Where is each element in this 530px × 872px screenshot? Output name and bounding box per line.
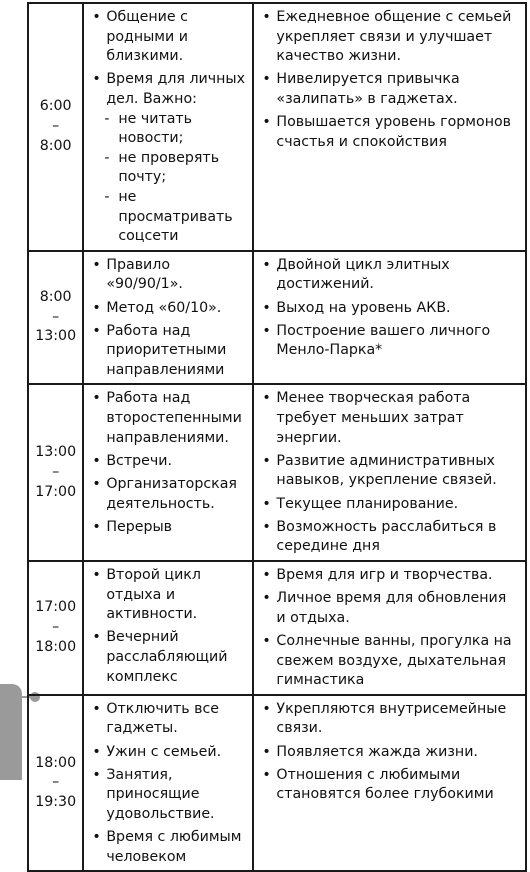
results-cell	[253, 3, 526, 251]
activity-text: Перерыв	[106, 518, 173, 535]
activity-item	[92, 766, 246, 825]
activity-subitem: - не просматривать соцсети	[104, 188, 246, 247]
result-item: • Личное время для обновления и отдыха.	[262, 589, 519, 628]
result-item: • Ежедневное общение с семьей укрепляет связи и улучшает качество жизни.	[262, 8, 519, 67]
time-line: 18:00	[35, 638, 77, 655]
result-item: • Солнечные ванны, прогулка на свежем воздухе, дыхательная гимнастика	[262, 632, 519, 691]
activity-item	[92, 700, 246, 739]
activity-text: Вечерний расслабляющий комплекс	[106, 629, 228, 685]
activity-text: Общение с родными и близкими.	[106, 9, 188, 65]
activity-text: Занятия, приносящие удовольствие.	[106, 766, 215, 822]
time-line: 17:00	[35, 483, 77, 500]
time-line: 13:00	[35, 444, 77, 461]
result-item: • Двойной цикл элитных достижений.	[262, 256, 519, 295]
time-line: 17:00	[35, 599, 77, 616]
time-line: 6:00	[39, 98, 72, 115]
activity-item	[92, 475, 246, 514]
result-item: • Выход на уровень АКВ.	[262, 299, 519, 319]
results-list	[262, 700, 519, 805]
results-list	[262, 389, 519, 557]
results-cell	[253, 384, 526, 561]
page-edge-tab	[0, 684, 22, 780]
activity-subitem: - не читать новости;	[104, 110, 246, 149]
activity-text: Ужин с семьей.	[106, 743, 222, 760]
schedule-row	[28, 3, 526, 251]
activity-sublist	[104, 110, 246, 247]
result-item: • Отношения с любимыми становятся более глубокими	[262, 766, 519, 805]
activities-cell	[83, 695, 253, 872]
time-cell	[28, 251, 83, 385]
time-cell	[28, 384, 83, 561]
activity-item	[92, 628, 246, 687]
activity-subitem: - не проверять почту;	[104, 149, 246, 188]
activity-text: Работа над приоритетными направлениями	[106, 322, 227, 378]
activities-list	[92, 566, 246, 687]
time-line: –	[52, 774, 60, 791]
activities-cell	[83, 561, 253, 695]
schedule-body	[28, 3, 526, 871]
time-line: –	[52, 118, 60, 135]
result-item: • Укрепляются внутрисемейные связи.	[262, 700, 519, 739]
time-line: –	[52, 308, 60, 325]
time-line: 8:00	[39, 137, 72, 154]
activity-item	[92, 389, 246, 448]
activities-list	[92, 389, 246, 537]
result-item: • Нивелируется привычка «залипать» в гаджетах.	[262, 70, 519, 109]
activity-text: Отключить все гаджеты.	[106, 700, 219, 737]
time-cell	[28, 561, 83, 695]
schedule-row	[28, 251, 526, 385]
activity-item	[92, 518, 246, 538]
activity-item	[92, 70, 246, 246]
result-item: • Появляется жажда жизни.	[262, 743, 519, 763]
time-line: 13:00	[35, 328, 77, 345]
time-line: 8:00	[39, 289, 72, 306]
result-item: • Построение вашего личного Менло-Парка*	[262, 322, 519, 361]
activity-item	[92, 299, 246, 319]
time-line: –	[52, 463, 60, 480]
result-item: • Текущее планирование.	[262, 495, 519, 515]
activity-text: Второй цикл отдыха и активности.	[106, 567, 201, 623]
activity-item	[92, 8, 246, 67]
result-item: • Возможность расслабиться в середине дня	[262, 518, 519, 557]
activity-item	[92, 743, 246, 763]
activities-list	[92, 700, 246, 868]
schedule-row	[28, 695, 526, 872]
activity-text: Время для личных дел. Важно:	[106, 71, 246, 107]
time-cell	[28, 695, 83, 872]
activity-item	[92, 828, 246, 867]
result-item: • Время для игр и творчества.	[262, 566, 519, 586]
results-cell	[253, 561, 526, 695]
activity-text: Правило «90/90/1».	[106, 256, 183, 293]
activity-text: Работа над второстепенными направлениями.	[106, 390, 242, 446]
time-cell	[28, 3, 83, 251]
activity-text: Организаторская деятельность.	[106, 476, 237, 512]
results-list	[262, 256, 519, 361]
results-list	[262, 8, 519, 152]
time-line: 19:30	[35, 793, 77, 810]
activity-item	[92, 322, 246, 381]
result-item: • Развитие административных навыков, укрепление связей.	[262, 452, 519, 491]
schedule-row	[28, 561, 526, 695]
time-line: –	[52, 619, 60, 636]
schedule-row	[28, 384, 526, 561]
activity-text: Метод «60/10».	[106, 299, 222, 316]
activity-text: Встречи.	[106, 452, 172, 469]
result-item: • Менее творческая работа требует меньших затрат энергии.	[262, 389, 519, 448]
activities-cell	[83, 251, 253, 385]
activity-item	[92, 566, 246, 625]
activities-cell	[83, 384, 253, 561]
results-cell	[253, 251, 526, 385]
activities-list	[92, 8, 246, 247]
schedule-table	[27, 2, 527, 872]
activity-item	[92, 256, 246, 295]
activity-text: Время с любимым человеком	[106, 829, 242, 865]
results-cell	[253, 695, 526, 872]
activity-item	[92, 452, 246, 472]
time-line: 18:00	[35, 754, 77, 771]
results-list	[262, 566, 519, 691]
activities-list	[92, 256, 246, 381]
result-item: • Повышается уровень гормонов счастья и спокойствия	[262, 113, 519, 152]
activities-cell	[83, 3, 253, 251]
